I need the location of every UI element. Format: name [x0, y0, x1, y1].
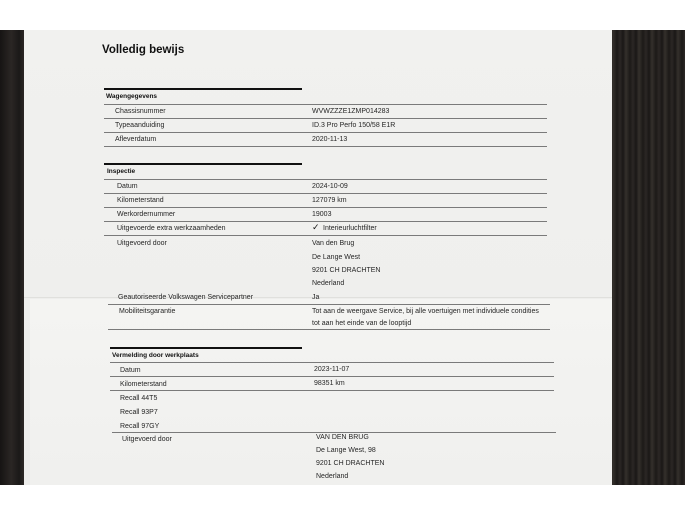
field-label: Typeaanduiding	[115, 122, 165, 129]
row-divider	[104, 104, 547, 105]
address-line: De Lange West	[312, 254, 361, 261]
recall-label: Recall 93P7	[120, 409, 158, 416]
row-divider	[104, 132, 547, 133]
address-line: Nederland	[316, 473, 349, 480]
field-value: 19003	[312, 211, 332, 218]
field-value: 98351 km	[314, 380, 345, 387]
field-label: Kilometerstand	[117, 197, 164, 204]
field-value-line: Tot aan de weergave Service, bij alle voertuigen met individuele condities	[312, 308, 539, 315]
field-label: Uitgevoerd door	[122, 436, 172, 443]
section-rule	[110, 347, 302, 349]
address-line: 9201 CH DRACHTEN	[312, 267, 381, 274]
section-rule	[104, 88, 302, 90]
row-divider	[104, 179, 547, 180]
checkmark-icon: ✓	[312, 222, 320, 232]
field-label: Uitgevoerde extra werkzaamheden	[117, 225, 226, 232]
row-divider	[110, 390, 554, 391]
field-value: 2020-11-13	[312, 136, 348, 143]
field-value: ID.3 Pro Perfo 150/58 E1R	[312, 122, 396, 129]
address-line: VAN DEN BRUG	[316, 434, 369, 441]
row-divider	[104, 193, 547, 194]
field-label: Werkordernummer	[117, 211, 176, 218]
field-label: Afleverdatum	[115, 136, 157, 143]
field-value: 2024-10-09	[312, 183, 348, 190]
field-label: Mobiliteitsgarantie	[119, 308, 176, 315]
field-label: Chassisnummer	[115, 108, 166, 115]
field-value: Interieurluchtfilter	[323, 225, 377, 232]
recall-label: Recall 44T5	[120, 395, 158, 402]
field-value: Ja	[312, 294, 320, 301]
row-divider	[110, 362, 554, 363]
field-value: 127079 km	[312, 197, 347, 204]
row-divider	[110, 376, 554, 377]
row-divider	[104, 235, 547, 236]
field-label: Geautoriseerde Volkswagen Servicepartner	[118, 294, 254, 301]
document-title: Volledig bewijs	[102, 44, 185, 56]
address-line: Van den Brug	[312, 240, 355, 247]
row-divider	[104, 207, 547, 208]
row-divider	[108, 304, 550, 305]
row-divider	[104, 118, 547, 119]
field-value-line: tot aan het einde van de looptijd	[312, 320, 412, 327]
row-divider	[104, 221, 547, 222]
field-label: Uitgevoerd door	[117, 240, 167, 247]
section-heading-vermelding: Vermelding door werkplaats	[112, 352, 199, 359]
row-divider	[108, 329, 550, 330]
address-line: Nederland	[312, 280, 345, 287]
field-value: 2023-11-07	[314, 366, 350, 373]
wood-background-right	[604, 30, 685, 485]
recall-label: Recall 97GY	[120, 423, 160, 430]
row-divider	[112, 432, 556, 433]
address-line: De Lange West, 98	[316, 447, 376, 454]
section-heading-wagengegevens: Wagengegevens	[106, 93, 158, 100]
section-heading-inspectie: Inspectie	[107, 168, 136, 175]
address-line: 9201 CH DRACHTEN	[316, 460, 385, 467]
section-rule	[104, 163, 302, 165]
field-label: Datum	[120, 367, 141, 374]
field-label: Datum	[117, 183, 138, 190]
field-label: Kilometerstand	[120, 381, 167, 388]
row-divider	[104, 146, 547, 147]
field-value: WVWZZZE1ZMP014283	[312, 108, 390, 115]
